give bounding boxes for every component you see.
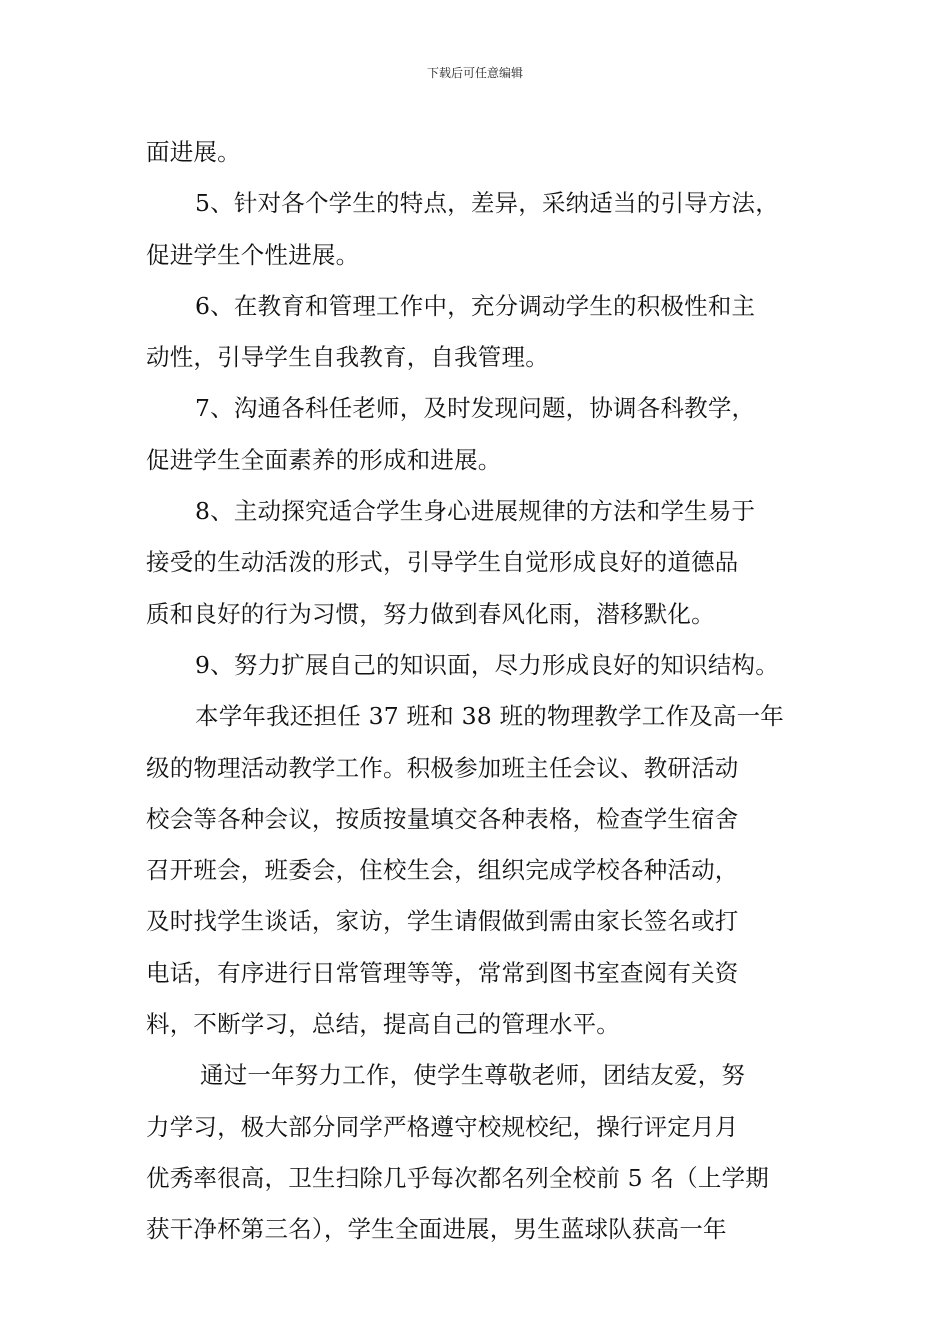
text-line: 8、主动探究适合学生身心进展规律的方法和学生易于 (195, 497, 756, 526)
page-header: 下载后可任意编辑 (426, 66, 523, 80)
text-line: 接受的生动活泼的形式，引导学生自觉形成良好的道德品 (146, 548, 739, 577)
text-line: 6、在教育和管理工作中，充分调动学生的积极性和主 (195, 291, 756, 320)
text-line: 料，不断学习，总结，提高自己的管理水平。 (146, 1010, 620, 1039)
text-line: 促进学生个性进展。 (146, 240, 360, 269)
text-line: 5、针对各个学生的特点，差异，采纳适当的引导方法， (195, 189, 779, 218)
text-line: 7、沟通各科任老师，及时发现问题，协调各科教学， (195, 394, 756, 423)
text-line: 校会等各种会议，按质按量填交各种表格，检查学生宿舍 (146, 804, 739, 833)
document-body (146, 127, 816, 1256)
text-line: 质和良好的行为习惯，努力做到春风化雨，潜移默化。 (146, 599, 715, 628)
text-line: 通过一年努力工作，使学生尊敬老师，团结友爱，努 (200, 1061, 746, 1090)
text-line: 动性，引导学生自我教育，自我管理。 (146, 343, 549, 372)
text-line: 级的物理活动教学工作。积极参加班主任会议、教研活动 (146, 753, 739, 782)
text-line: 促进学生全面素养的形成和进展。 (146, 445, 502, 474)
text-line: 本学年我还担任 37 班和 38 班的物理教学工作及高一年 (195, 702, 784, 731)
text-line: 电话，有序进行日常管理等等，常常到图书室查阅有关资 (146, 958, 739, 987)
text-line: 召开班会，班委会，住校生会，组织完成学校各种活动， (146, 856, 739, 885)
text-line: 及时找学生谈话，家访，学生请假做到需由家长签名或打 (146, 907, 739, 936)
text-line: 力学习，极大部分同学严格遵守校规校纪，操行评定月月 (146, 1112, 739, 1141)
text-line: 获干净杯第三名），学生全面进展，男生蓝球队获高一年 (146, 1215, 727, 1244)
text-line: 面进展。 (146, 138, 241, 166)
text-line: 优秀率很高，卫生扫除几乎每次都名列全校前 5 名（上学期 (146, 1163, 769, 1192)
text-line: 9、努力扩展自己的知识面，尽力形成良好的知识结构。 (195, 650, 779, 679)
